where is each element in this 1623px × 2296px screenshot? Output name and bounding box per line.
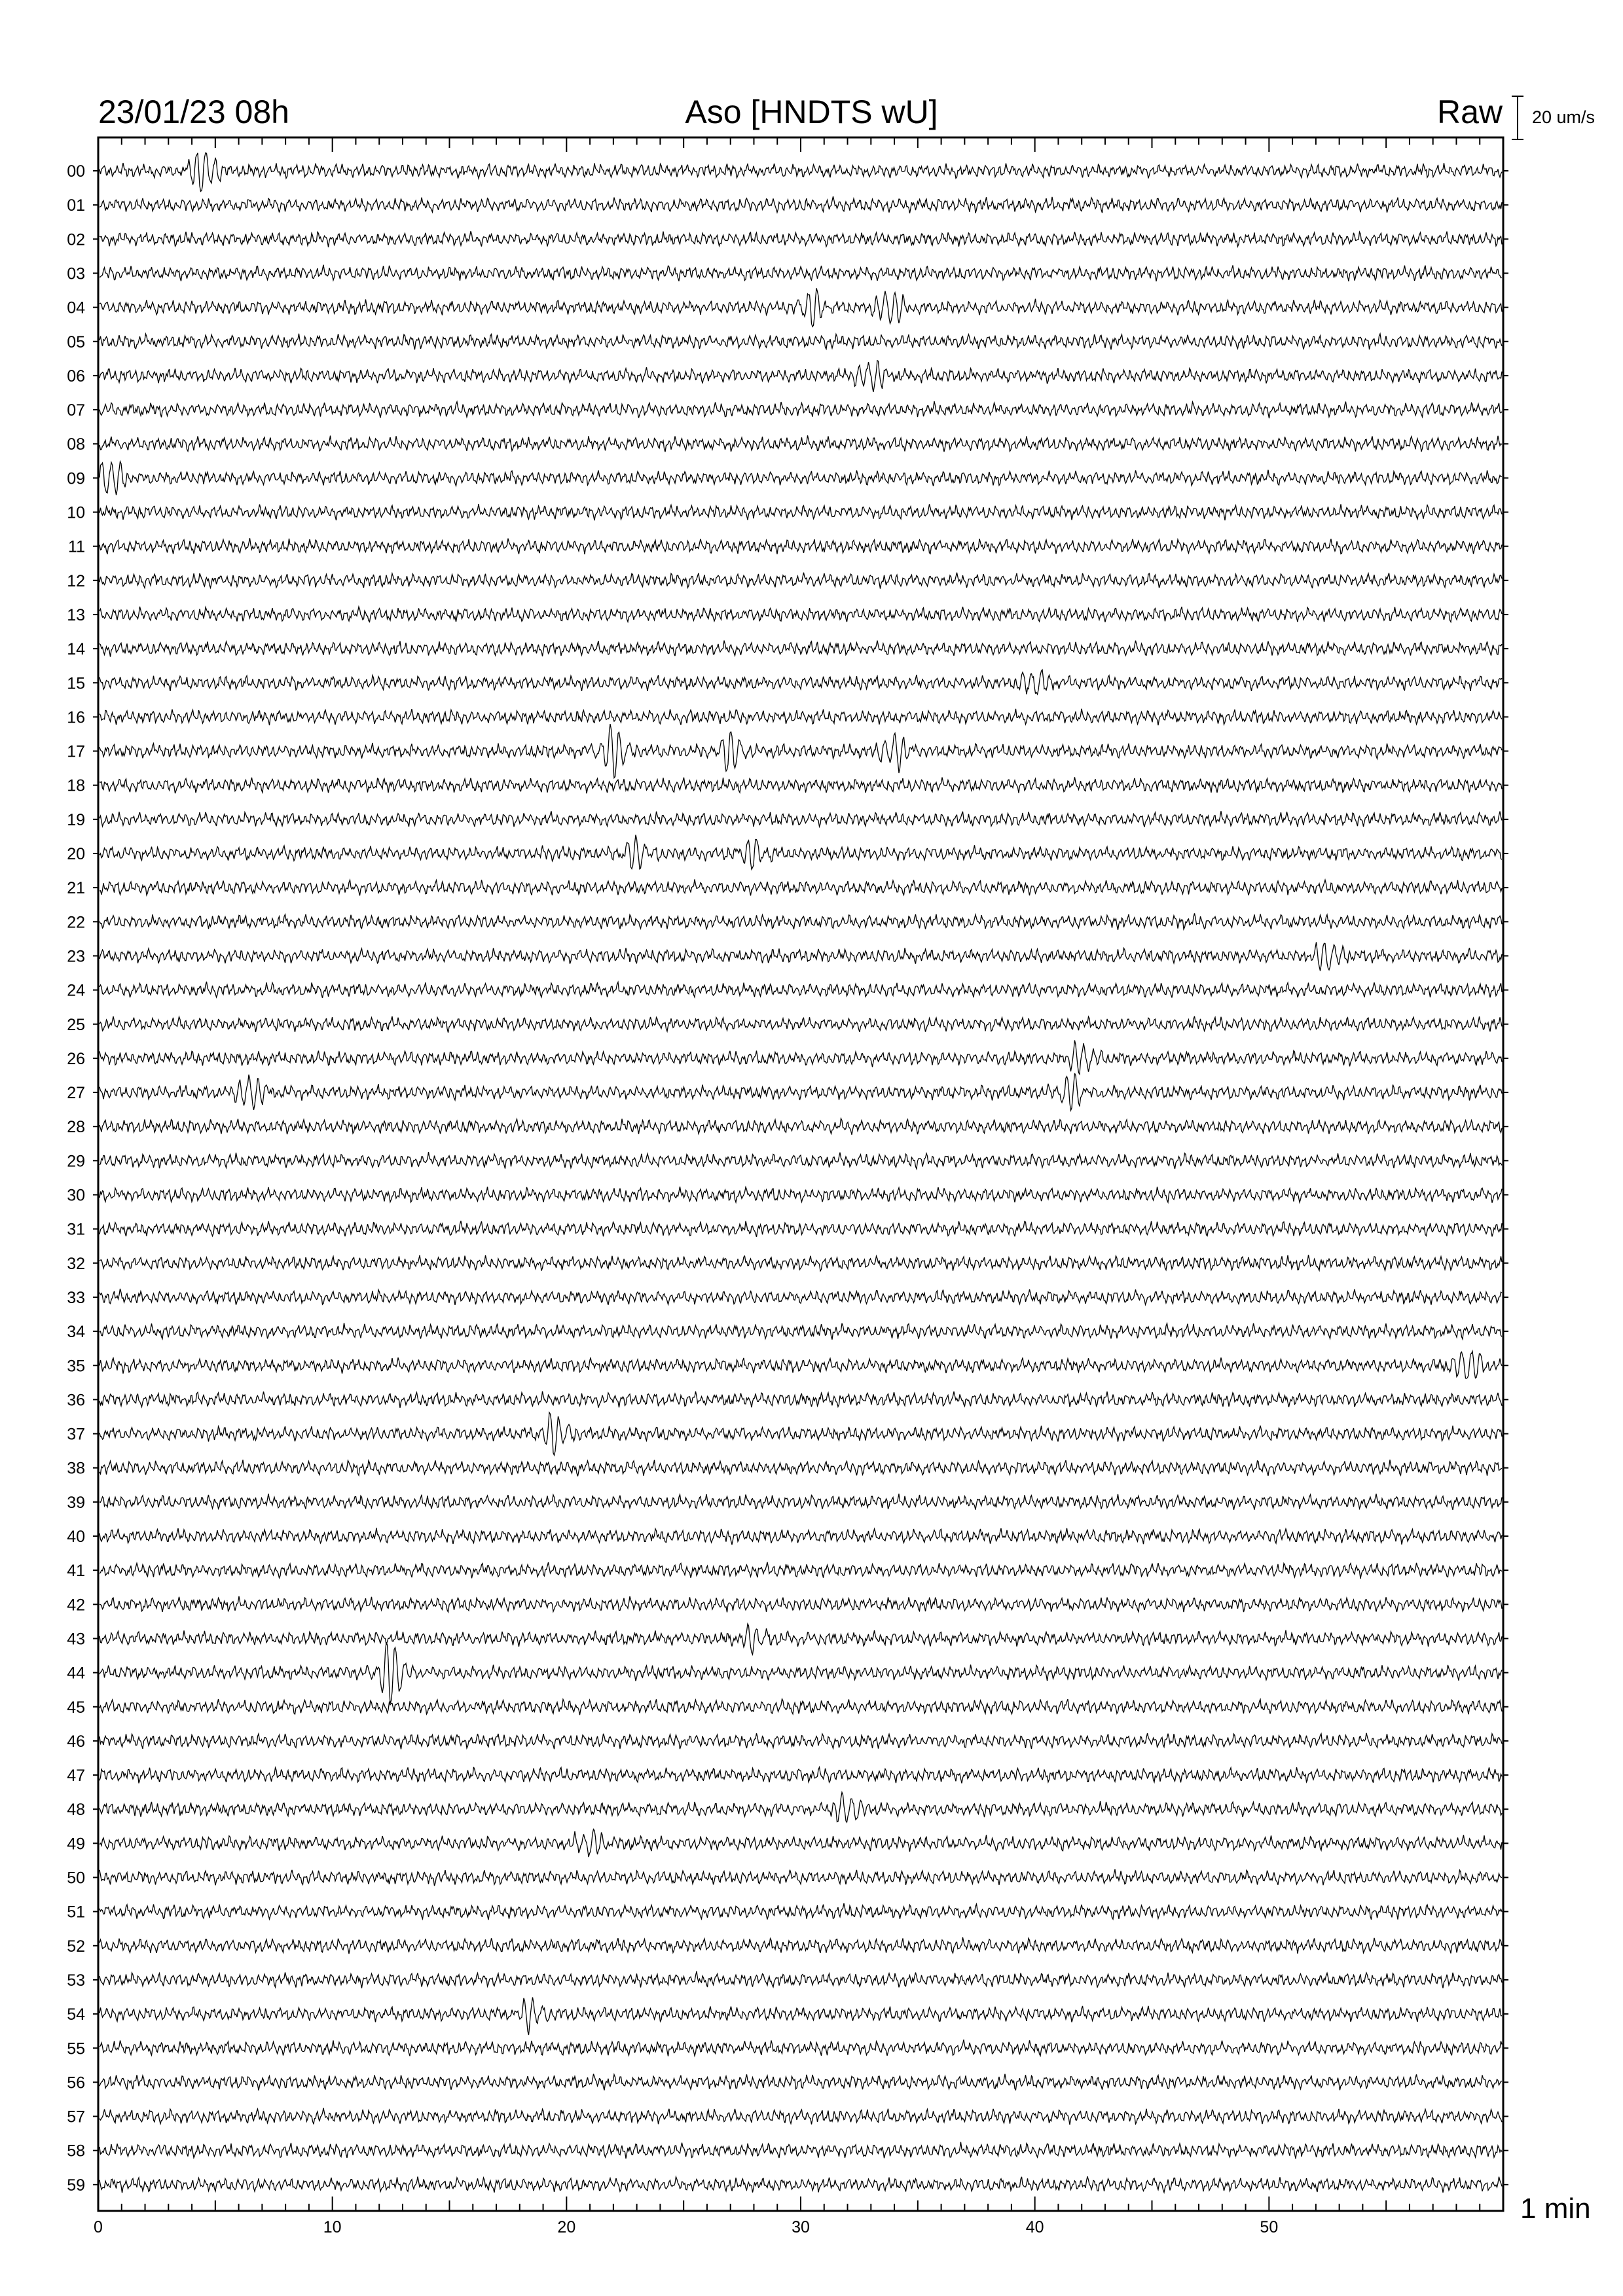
- row-label-55: 55: [67, 2039, 85, 2058]
- x-tick-label-20: 20: [557, 2218, 576, 2236]
- trace-row-51: [100, 1903, 1502, 1920]
- trace-row-41: [100, 1562, 1502, 1579]
- row-label-00: 00: [67, 162, 85, 181]
- trace-row-01: [100, 196, 1502, 213]
- row-label-50: 50: [67, 1869, 85, 1888]
- trace-row-33: [100, 1289, 1502, 1305]
- trace-row-30: [100, 1187, 1502, 1203]
- trace-row-23: [100, 942, 1502, 971]
- row-label-59: 59: [67, 2176, 85, 2195]
- row-label-08: 08: [67, 435, 85, 454]
- trace-row-26: [100, 1041, 1502, 1075]
- trace-row-38: [100, 1460, 1502, 1476]
- row-label-45: 45: [67, 1698, 85, 1717]
- row-label-03: 03: [67, 264, 85, 283]
- row-label-20: 20: [67, 845, 85, 863]
- trace-row-00: [100, 153, 1502, 192]
- trace-row-03: [100, 265, 1502, 281]
- trace-row-58: [100, 2142, 1502, 2159]
- row-label-16: 16: [67, 708, 85, 727]
- row-label-18: 18: [67, 776, 85, 795]
- trace-row-06: [100, 361, 1502, 392]
- trace-row-04: [100, 288, 1502, 327]
- row-label-37: 37: [67, 1425, 85, 1444]
- trace-row-50: [100, 1869, 1502, 1886]
- trace-row-53: [100, 1971, 1502, 1988]
- row-label-15: 15: [67, 674, 85, 693]
- trace-row-18: [100, 777, 1502, 793]
- row-label-05: 05: [67, 332, 85, 351]
- row-label-29: 29: [67, 1152, 85, 1171]
- trace-row-13: [100, 607, 1502, 622]
- trace-row-21: [100, 880, 1502, 896]
- row-label-25: 25: [67, 1015, 85, 1034]
- trace-row-11: [100, 538, 1502, 554]
- trace-row-07: [100, 401, 1502, 418]
- row-label-01: 01: [67, 196, 85, 215]
- trace-row-57: [100, 2108, 1502, 2125]
- row-label-24: 24: [67, 981, 85, 1000]
- mode-label: Raw: [1436, 94, 1503, 130]
- row-label-46: 46: [67, 1732, 85, 1751]
- row-label-33: 33: [67, 1288, 85, 1307]
- x-tick-label-10: 10: [323, 2218, 342, 2236]
- row-label-02: 02: [67, 230, 85, 249]
- trace-row-39: [100, 1494, 1502, 1510]
- row-label-43: 43: [67, 1630, 85, 1649]
- trace-row-05: [100, 334, 1502, 350]
- trace-row-15: [100, 670, 1502, 694]
- row-label-36: 36: [67, 1391, 85, 1410]
- trace-row-24: [100, 982, 1502, 998]
- duration-label: 1 min: [1520, 2193, 1591, 2225]
- row-label-38: 38: [67, 1459, 85, 1478]
- row-label-53: 53: [67, 1971, 85, 1990]
- trace-row-17: [100, 724, 1502, 778]
- trace-row-48: [100, 1792, 1502, 1822]
- trace-row-25: [100, 1016, 1502, 1033]
- amplitude-scale-label: 20 um/s: [1532, 107, 1596, 127]
- row-label-17: 17: [67, 742, 85, 761]
- trace-row-20: [100, 835, 1502, 870]
- row-label-10: 10: [67, 503, 85, 522]
- row-label-40: 40: [67, 1528, 85, 1546]
- row-label-51: 51: [67, 1903, 85, 1922]
- trace-row-08: [100, 435, 1502, 452]
- date-hour-label: 23/01/23 08h: [98, 94, 289, 130]
- plot-frame: [98, 137, 1503, 2211]
- row-label-41: 41: [67, 1562, 85, 1581]
- row-label-12: 12: [67, 571, 85, 590]
- trace-row-47: [100, 1767, 1502, 1784]
- row-label-13: 13: [67, 605, 85, 624]
- scale-bar: [1512, 96, 1523, 139]
- plot-border: [98, 137, 1503, 2211]
- trace-row-02: [100, 231, 1502, 247]
- row-label-22: 22: [67, 913, 85, 932]
- trace-row-32: [100, 1255, 1502, 1271]
- trace-row-31: [100, 1221, 1502, 1237]
- row-label-54: 54: [67, 2005, 85, 2024]
- trace-row-12: [100, 573, 1502, 589]
- trace-group: [93, 153, 1508, 2193]
- row-label-26: 26: [67, 1049, 85, 1068]
- row-label-35: 35: [67, 1357, 85, 1376]
- trace-row-10: [100, 504, 1502, 520]
- trace-row-42: [100, 1596, 1502, 1613]
- trace-row-44: [100, 1642, 1502, 1703]
- row-label-04: 04: [67, 298, 85, 317]
- row-label-27: 27: [67, 1084, 85, 1103]
- station-title: Aso [HNDTS wU]: [685, 94, 938, 130]
- row-label-28: 28: [67, 1118, 85, 1137]
- row-label-31: 31: [67, 1220, 85, 1239]
- row-label-11: 11: [68, 537, 85, 556]
- x-tick-label-40: 40: [1025, 2218, 1044, 2236]
- trace-row-54: [100, 1998, 1502, 2036]
- row-label-06: 06: [67, 367, 85, 386]
- row-label-56: 56: [67, 2073, 85, 2092]
- trace-row-28: [100, 1119, 1502, 1135]
- row-label-39: 39: [67, 1493, 85, 1512]
- trace-row-43: [100, 1624, 1502, 1655]
- trace-row-34: [100, 1323, 1502, 1339]
- row-label-42: 42: [67, 1596, 85, 1615]
- x-tick-label-30: 30: [792, 2218, 810, 2236]
- trace-row-09: [100, 461, 1502, 495]
- trace-row-56: [100, 2074, 1502, 2090]
- trace-row-55: [100, 2039, 1502, 2056]
- row-label-48: 48: [67, 1801, 85, 1820]
- trace-row-27: [100, 1073, 1502, 1111]
- row-label-07: 07: [67, 401, 85, 420]
- trace-row-40: [100, 1528, 1502, 1545]
- x-tick-label-0: 0: [94, 2218, 103, 2236]
- trace-row-59: [100, 2176, 1502, 2193]
- trace-row-49: [100, 1829, 1502, 1857]
- trace-row-46: [100, 1733, 1502, 1749]
- row-label-34: 34: [67, 1323, 85, 1342]
- row-label-09: 09: [67, 469, 85, 488]
- row-label-19: 19: [67, 810, 85, 829]
- trace-row-37: [100, 1412, 1502, 1455]
- x-tick-label-50: 50: [1260, 2218, 1279, 2236]
- trace-row-22: [100, 913, 1502, 929]
- trace-row-14: [100, 641, 1502, 657]
- row-label-58: 58: [67, 2142, 85, 2161]
- x-axis: [94, 137, 1503, 2236]
- row-label-30: 30: [67, 1186, 85, 1205]
- row-label-group: [67, 162, 85, 2195]
- trace-row-29: [100, 1152, 1502, 1169]
- trace-row-52: [100, 1937, 1502, 1954]
- row-label-14: 14: [67, 640, 85, 659]
- row-label-23: 23: [67, 947, 85, 966]
- trace-row-16: [100, 709, 1502, 725]
- row-label-32: 32: [67, 1254, 85, 1273]
- trace-row-45: [100, 1699, 1502, 1715]
- row-label-57: 57: [67, 2108, 85, 2126]
- row-label-44: 44: [67, 1664, 85, 1683]
- trace-row-36: [100, 1391, 1502, 1408]
- row-label-49: 49: [67, 1835, 85, 1854]
- trace-row-19: [100, 811, 1502, 827]
- row-label-21: 21: [67, 879, 85, 898]
- trace-row-35: [100, 1352, 1502, 1379]
- row-label-47: 47: [67, 1767, 85, 1785]
- row-label-52: 52: [67, 1937, 85, 1956]
